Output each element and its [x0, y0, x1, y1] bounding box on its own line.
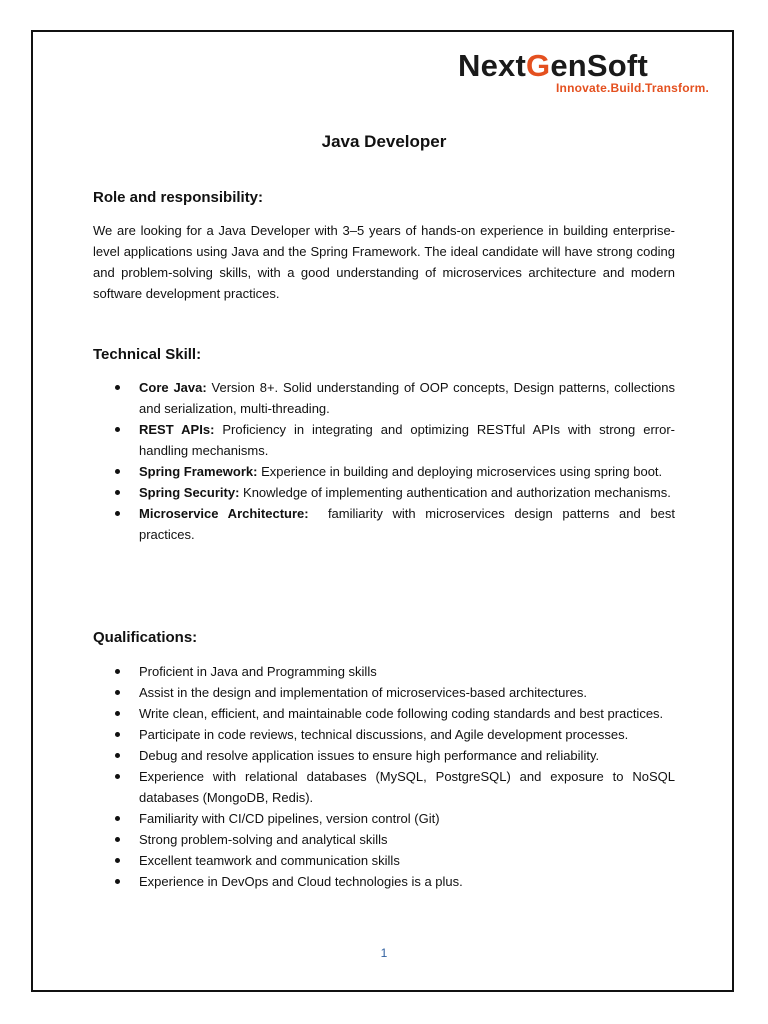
page-title: Java Developer — [321, 132, 447, 151]
bullet-icon — [115, 879, 120, 884]
bullet-icon — [115, 732, 120, 737]
bullet-icon — [115, 753, 120, 758]
bullet-icon — [115, 427, 120, 432]
skill-description: Experience in building and deploying microservices using spring boot. — [257, 464, 663, 479]
bullet-icon — [115, 837, 120, 842]
qualification-text: Participate in code reviews, technical discussions, and Agile development processes. — [139, 727, 629, 742]
qualification-text: Experience with relational databases (MySQL, PostgreSQL) and exposure to NoSQL databases (MongoDB, Redis). — [139, 769, 675, 805]
qualification-text: Experience in DevOps and Cloud technologies is a plus. — [139, 874, 463, 889]
qualification-text: Proficient in Java and Programming skills — [139, 664, 377, 679]
technical-skill-item — [93, 461, 675, 482]
skill-label: Microservice Architecture: — [139, 506, 309, 521]
bullet-icon — [115, 690, 120, 695]
bullet-icon — [115, 511, 120, 516]
qualification-item — [93, 745, 675, 766]
qualification-text: Assist in the design and implementation of microservices-based architectures. — [139, 685, 587, 700]
bullet-icon — [115, 711, 120, 716]
technical-skill-list — [93, 377, 679, 545]
qualifications-heading: Qualifications: — [93, 629, 198, 646]
qualification-item — [93, 682, 675, 703]
skill-description: Version 8+. Solid understanding of OOP concepts, Design patterns, collections and serialization, multi-threading. — [139, 380, 679, 416]
qualification-item — [93, 766, 675, 808]
company-logo — [458, 48, 718, 98]
qualification-item — [93, 808, 675, 829]
skill-description: Knowledge of implementing authentication and authorization mechanisms. — [239, 485, 671, 500]
qualification-item — [93, 829, 675, 850]
bullet-icon — [115, 490, 120, 495]
qualification-text: Write clean, efficient, and maintainable code following coding standards and best practices. — [139, 706, 664, 721]
bullet-icon — [115, 858, 120, 863]
bullet-icon — [115, 774, 120, 779]
technical-skill-item — [93, 419, 675, 461]
skill-description: Proficiency in integrating and optimizing RESTful APIs with strong error-handling mechanisms. — [139, 422, 676, 458]
technical-skill-heading: Technical Skill: — [93, 346, 202, 363]
qualification-text: Debug and resolve application issues to ensure high performance and reliability. — [139, 748, 600, 763]
bullet-icon — [115, 669, 120, 674]
technical-skill-item — [93, 503, 679, 545]
skill-description: familiarity with microservices design patterns and best practices. — [139, 506, 679, 542]
qualification-text: Familiarity with CI/CD pipelines, version control (Git) — [139, 811, 440, 826]
qualification-item — [93, 724, 675, 745]
skill-label: REST APIs: — [139, 422, 215, 437]
role-description: We are looking for a Java Developer with 3–5 years of hands-on experience in building enterprise-level applications using Java and the Spring Framework. The ideal candidate will have strong coding and problem-solving skills, with a good understanding of microservices architecture and modern software development practices. — [93, 223, 675, 301]
logo-wordmark: NextGenSoft — [458, 48, 648, 83]
bullet-icon — [115, 469, 120, 474]
logo-tagline: Innovate.Build.Transform. — [556, 81, 710, 95]
skill-label: Spring Framework: — [139, 464, 258, 479]
bullet-icon — [115, 816, 120, 821]
qualifications-list — [93, 661, 675, 892]
qualification-item — [93, 703, 675, 724]
qualification-item — [93, 661, 675, 682]
qualification-text: Strong problem-solving and analytical skills — [139, 832, 388, 847]
qualification-item — [93, 850, 675, 871]
role-heading: Role and responsibility: — [93, 189, 264, 206]
page-number: 1 — [380, 946, 388, 960]
bullet-icon — [115, 385, 120, 390]
technical-skill-item — [93, 482, 675, 503]
skill-label: Core Java: — [139, 380, 207, 395]
qualification-text: Excellent teamwork and communication skills — [139, 853, 400, 868]
technical-skill-item — [93, 377, 679, 419]
skill-label: Spring Security: — [139, 485, 240, 500]
qualification-item — [93, 871, 675, 892]
